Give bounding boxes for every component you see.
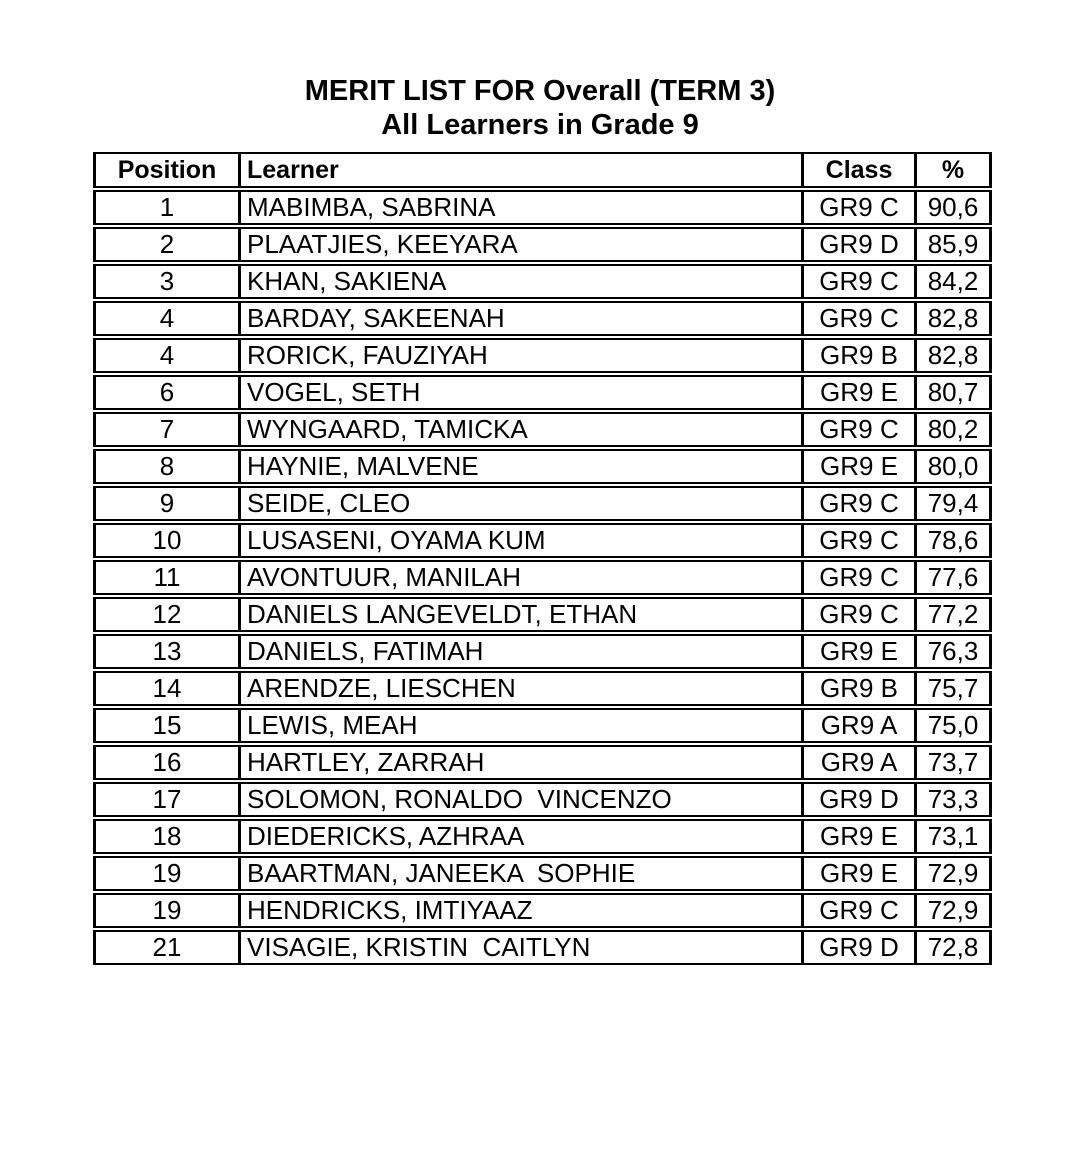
table-row (93, 301, 992, 336)
table-row (93, 412, 992, 447)
table-row (93, 486, 992, 521)
position-cell: 2 (93, 227, 238, 262)
table-header-row (93, 152, 992, 188)
class-cell: GR9 D (801, 227, 914, 262)
position-cell: 3 (93, 264, 238, 299)
document-header (0, 74, 1080, 142)
class-cell: GR9 C (801, 301, 914, 336)
percent-cell: 80,0 (914, 449, 992, 484)
position-cell: 8 (93, 449, 238, 484)
position-cell: 12 (93, 597, 238, 632)
table-row (93, 708, 992, 743)
learner-cell: VISAGIE, KRISTIN CAITLYN (238, 930, 801, 965)
learner-cell: DANIELS, FATIMAH (238, 634, 801, 669)
learner-cell: LUSASENI, OYAMA KUM (238, 523, 801, 558)
percent-cell: 77,2 (914, 597, 992, 632)
table-row (93, 190, 992, 225)
learner-cell: DANIELS LANGEVELDT, ETHAN (238, 597, 801, 632)
class-cell: GR9 C (801, 486, 914, 521)
learner-cell: KHAN, SAKIENA (238, 264, 801, 299)
percent-cell: 82,8 (914, 338, 992, 373)
table-row (93, 523, 992, 558)
column-header-class: Class (801, 152, 914, 188)
table-row (93, 375, 992, 410)
table-row (93, 856, 992, 891)
percent-cell: 72,9 (914, 856, 992, 891)
learner-cell: HAYNIE, MALVENE (238, 449, 801, 484)
learner-cell: HENDRICKS, IMTIYAAZ (238, 893, 801, 928)
percent-cell: 73,1 (914, 819, 992, 854)
position-cell: 19 (93, 856, 238, 891)
class-cell: GR9 C (801, 412, 914, 447)
class-cell: GR9 E (801, 634, 914, 669)
percent-cell: 85,9 (914, 227, 992, 262)
class-cell: GR9 B (801, 671, 914, 706)
column-header-learner: Learner (238, 152, 801, 188)
learner-cell: SEIDE, CLEO (238, 486, 801, 521)
position-cell: 21 (93, 930, 238, 965)
position-cell: 17 (93, 782, 238, 817)
table-row (93, 264, 992, 299)
learner-cell: SOLOMON, RONALDO VINCENZO (238, 782, 801, 817)
table-row (93, 671, 992, 706)
class-cell: GR9 D (801, 782, 914, 817)
class-cell: GR9 D (801, 930, 914, 965)
table-row (93, 782, 992, 817)
percent-cell: 78,6 (914, 523, 992, 558)
position-cell: 1 (93, 190, 238, 225)
learner-cell: ARENDZE, LIESCHEN (238, 671, 801, 706)
percent-cell: 77,6 (914, 560, 992, 595)
percent-cell: 73,7 (914, 745, 992, 780)
class-cell: GR9 C (801, 560, 914, 595)
learner-cell: MABIMBA, SABRINA (238, 190, 801, 225)
class-cell: GR9 E (801, 375, 914, 410)
position-cell: 19 (93, 893, 238, 928)
percent-cell: 72,9 (914, 893, 992, 928)
column-header-position: Position (93, 152, 238, 188)
class-cell: GR9 A (801, 708, 914, 743)
learner-cell: DIEDERICKS, AZHRAA (238, 819, 801, 854)
position-cell: 10 (93, 523, 238, 558)
page-title: MERIT LIST FOR Overall (TERM 3) (304, 75, 776, 107)
learner-cell: PLAATJIES, KEEYARA (238, 227, 801, 262)
table-row (93, 893, 992, 928)
class-cell: GR9 A (801, 745, 914, 780)
learner-cell: WYNGAARD, TAMICKA (238, 412, 801, 447)
table-row (93, 227, 992, 262)
position-cell: 15 (93, 708, 238, 743)
percent-cell: 73,3 (914, 782, 992, 817)
percent-cell: 76,3 (914, 634, 992, 669)
learner-cell: BAARTMAN, JANEEKA SOPHIE (238, 856, 801, 891)
class-cell: GR9 E (801, 819, 914, 854)
percent-cell: 90,6 (914, 190, 992, 225)
table-row (93, 930, 992, 965)
percent-cell: 75,0 (914, 708, 992, 743)
merit-list-table (93, 150, 992, 967)
table-row (93, 745, 992, 780)
learner-cell: LEWIS, MEAH (238, 708, 801, 743)
class-cell: GR9 C (801, 523, 914, 558)
position-cell: 9 (93, 486, 238, 521)
position-cell: 4 (93, 301, 238, 336)
table-body (93, 190, 992, 965)
position-cell: 13 (93, 634, 238, 669)
percent-cell: 82,8 (914, 301, 992, 336)
percent-cell: 79,4 (914, 486, 992, 521)
percent-cell: 84,2 (914, 264, 992, 299)
column-header-percent: % (914, 152, 992, 188)
class-cell: GR9 B (801, 338, 914, 373)
class-cell: GR9 C (801, 597, 914, 632)
table-row (93, 597, 992, 632)
position-cell: 18 (93, 819, 238, 854)
class-cell: GR9 E (801, 449, 914, 484)
learner-cell: VOGEL, SETH (238, 375, 801, 410)
class-cell: GR9 C (801, 264, 914, 299)
position-cell: 7 (93, 412, 238, 447)
table-row (93, 634, 992, 669)
percent-cell: 75,7 (914, 671, 992, 706)
learner-cell: AVONTUUR, MANILAH (238, 560, 801, 595)
table-row (93, 449, 992, 484)
percent-cell: 80,2 (914, 412, 992, 447)
table-row (93, 560, 992, 595)
learner-cell: RORICK, FAUZIYAH (238, 338, 801, 373)
percent-cell: 80,7 (914, 375, 992, 410)
learner-cell: BARDAY, SAKEENAH (238, 301, 801, 336)
position-cell: 14 (93, 671, 238, 706)
class-cell: GR9 C (801, 190, 914, 225)
percent-cell: 72,8 (914, 930, 992, 965)
position-cell: 4 (93, 338, 238, 373)
class-cell: GR9 E (801, 856, 914, 891)
page-subtitle: All Learners in Grade 9 (381, 109, 699, 141)
table-row (93, 338, 992, 373)
position-cell: 11 (93, 560, 238, 595)
position-cell: 6 (93, 375, 238, 410)
table-row (93, 819, 992, 854)
learner-cell: HARTLEY, ZARRAH (238, 745, 801, 780)
position-cell: 16 (93, 745, 238, 780)
class-cell: GR9 C (801, 893, 914, 928)
